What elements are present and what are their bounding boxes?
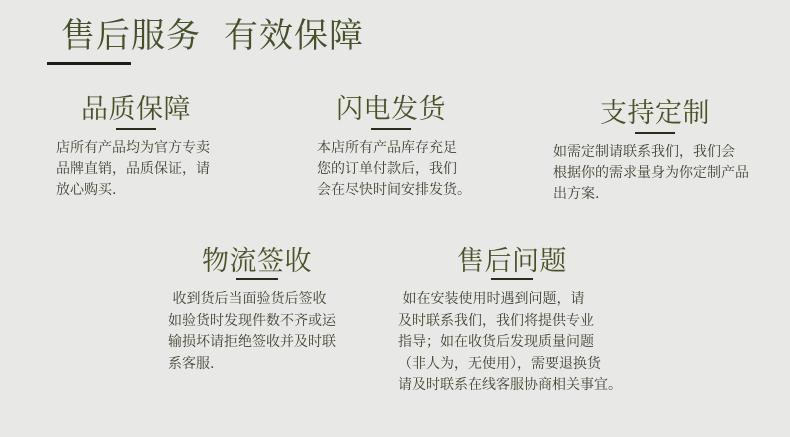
page-title-part2: 有效保障 <box>224 16 364 56</box>
heading-underline <box>491 278 533 280</box>
section-body-after-sales <box>392 289 632 397</box>
text-line: 根据你的需求量身为你定制产品 <box>553 165 749 181</box>
text-line: 及时联系我们，我们将提供专业 <box>398 312 594 329</box>
section-logistics-signoff <box>157 248 357 375</box>
text-line: 如验货时发现件数不齐或运 <box>168 312 336 329</box>
page-title <box>61 17 364 55</box>
section-quality-guarantee <box>36 96 236 201</box>
text-line: 出方案. <box>553 186 600 202</box>
heading-underline <box>116 128 156 130</box>
section-heading-logistics: 物流签收 <box>202 246 312 277</box>
text-line: 会在尽快时间安排发货。 <box>317 182 471 198</box>
text-line: 输损坏请拒绝签收并及时联 <box>168 334 336 350</box>
section-heading-shipping: 闪电发货 <box>336 94 446 125</box>
text-line: 系客服. <box>168 355 215 372</box>
text-line: 您的订单付款后，我们 <box>317 161 457 177</box>
section-heading-quality: 品质保障 <box>81 94 191 125</box>
section-fast-shipping <box>291 96 491 201</box>
text-line: 如需定制请联系我们，我们会 <box>553 144 735 160</box>
text-line: 放心购买. <box>56 182 117 198</box>
text-line: 收到货后当面验货后签收 <box>168 291 327 307</box>
text-line: 请及时联系在线客服协商相关事宜。 <box>398 377 622 393</box>
text-line: 本店所有产品库存充足 <box>317 140 457 156</box>
section-body-customization <box>545 142 765 205</box>
heading-underline <box>236 278 278 280</box>
heading-underline <box>635 132 675 134</box>
page-title-part1: 售后服务 <box>61 16 201 56</box>
section-customization <box>545 100 765 205</box>
section-body-shipping <box>291 138 491 201</box>
section-heading-after-sales: 售后问题 <box>457 246 567 277</box>
title-underline <box>47 62 131 65</box>
section-body-quality <box>36 138 236 201</box>
text-line: 指导；如在收货后发现质量问题 <box>398 334 594 350</box>
text-line: 品牌直销，品质保证，请 <box>56 161 210 177</box>
text-line: （非人为，无使用），需要退换货 <box>398 355 601 372</box>
text-line: 店所有产品均为官方专卖 <box>56 140 210 156</box>
section-body-logistics <box>157 289 357 375</box>
section-after-sales-issues <box>392 248 632 397</box>
heading-underline <box>371 128 411 130</box>
text-line: 如在安装使用时遇到问题，请 <box>398 291 585 307</box>
section-heading-customization: 支持定制 <box>600 98 710 129</box>
